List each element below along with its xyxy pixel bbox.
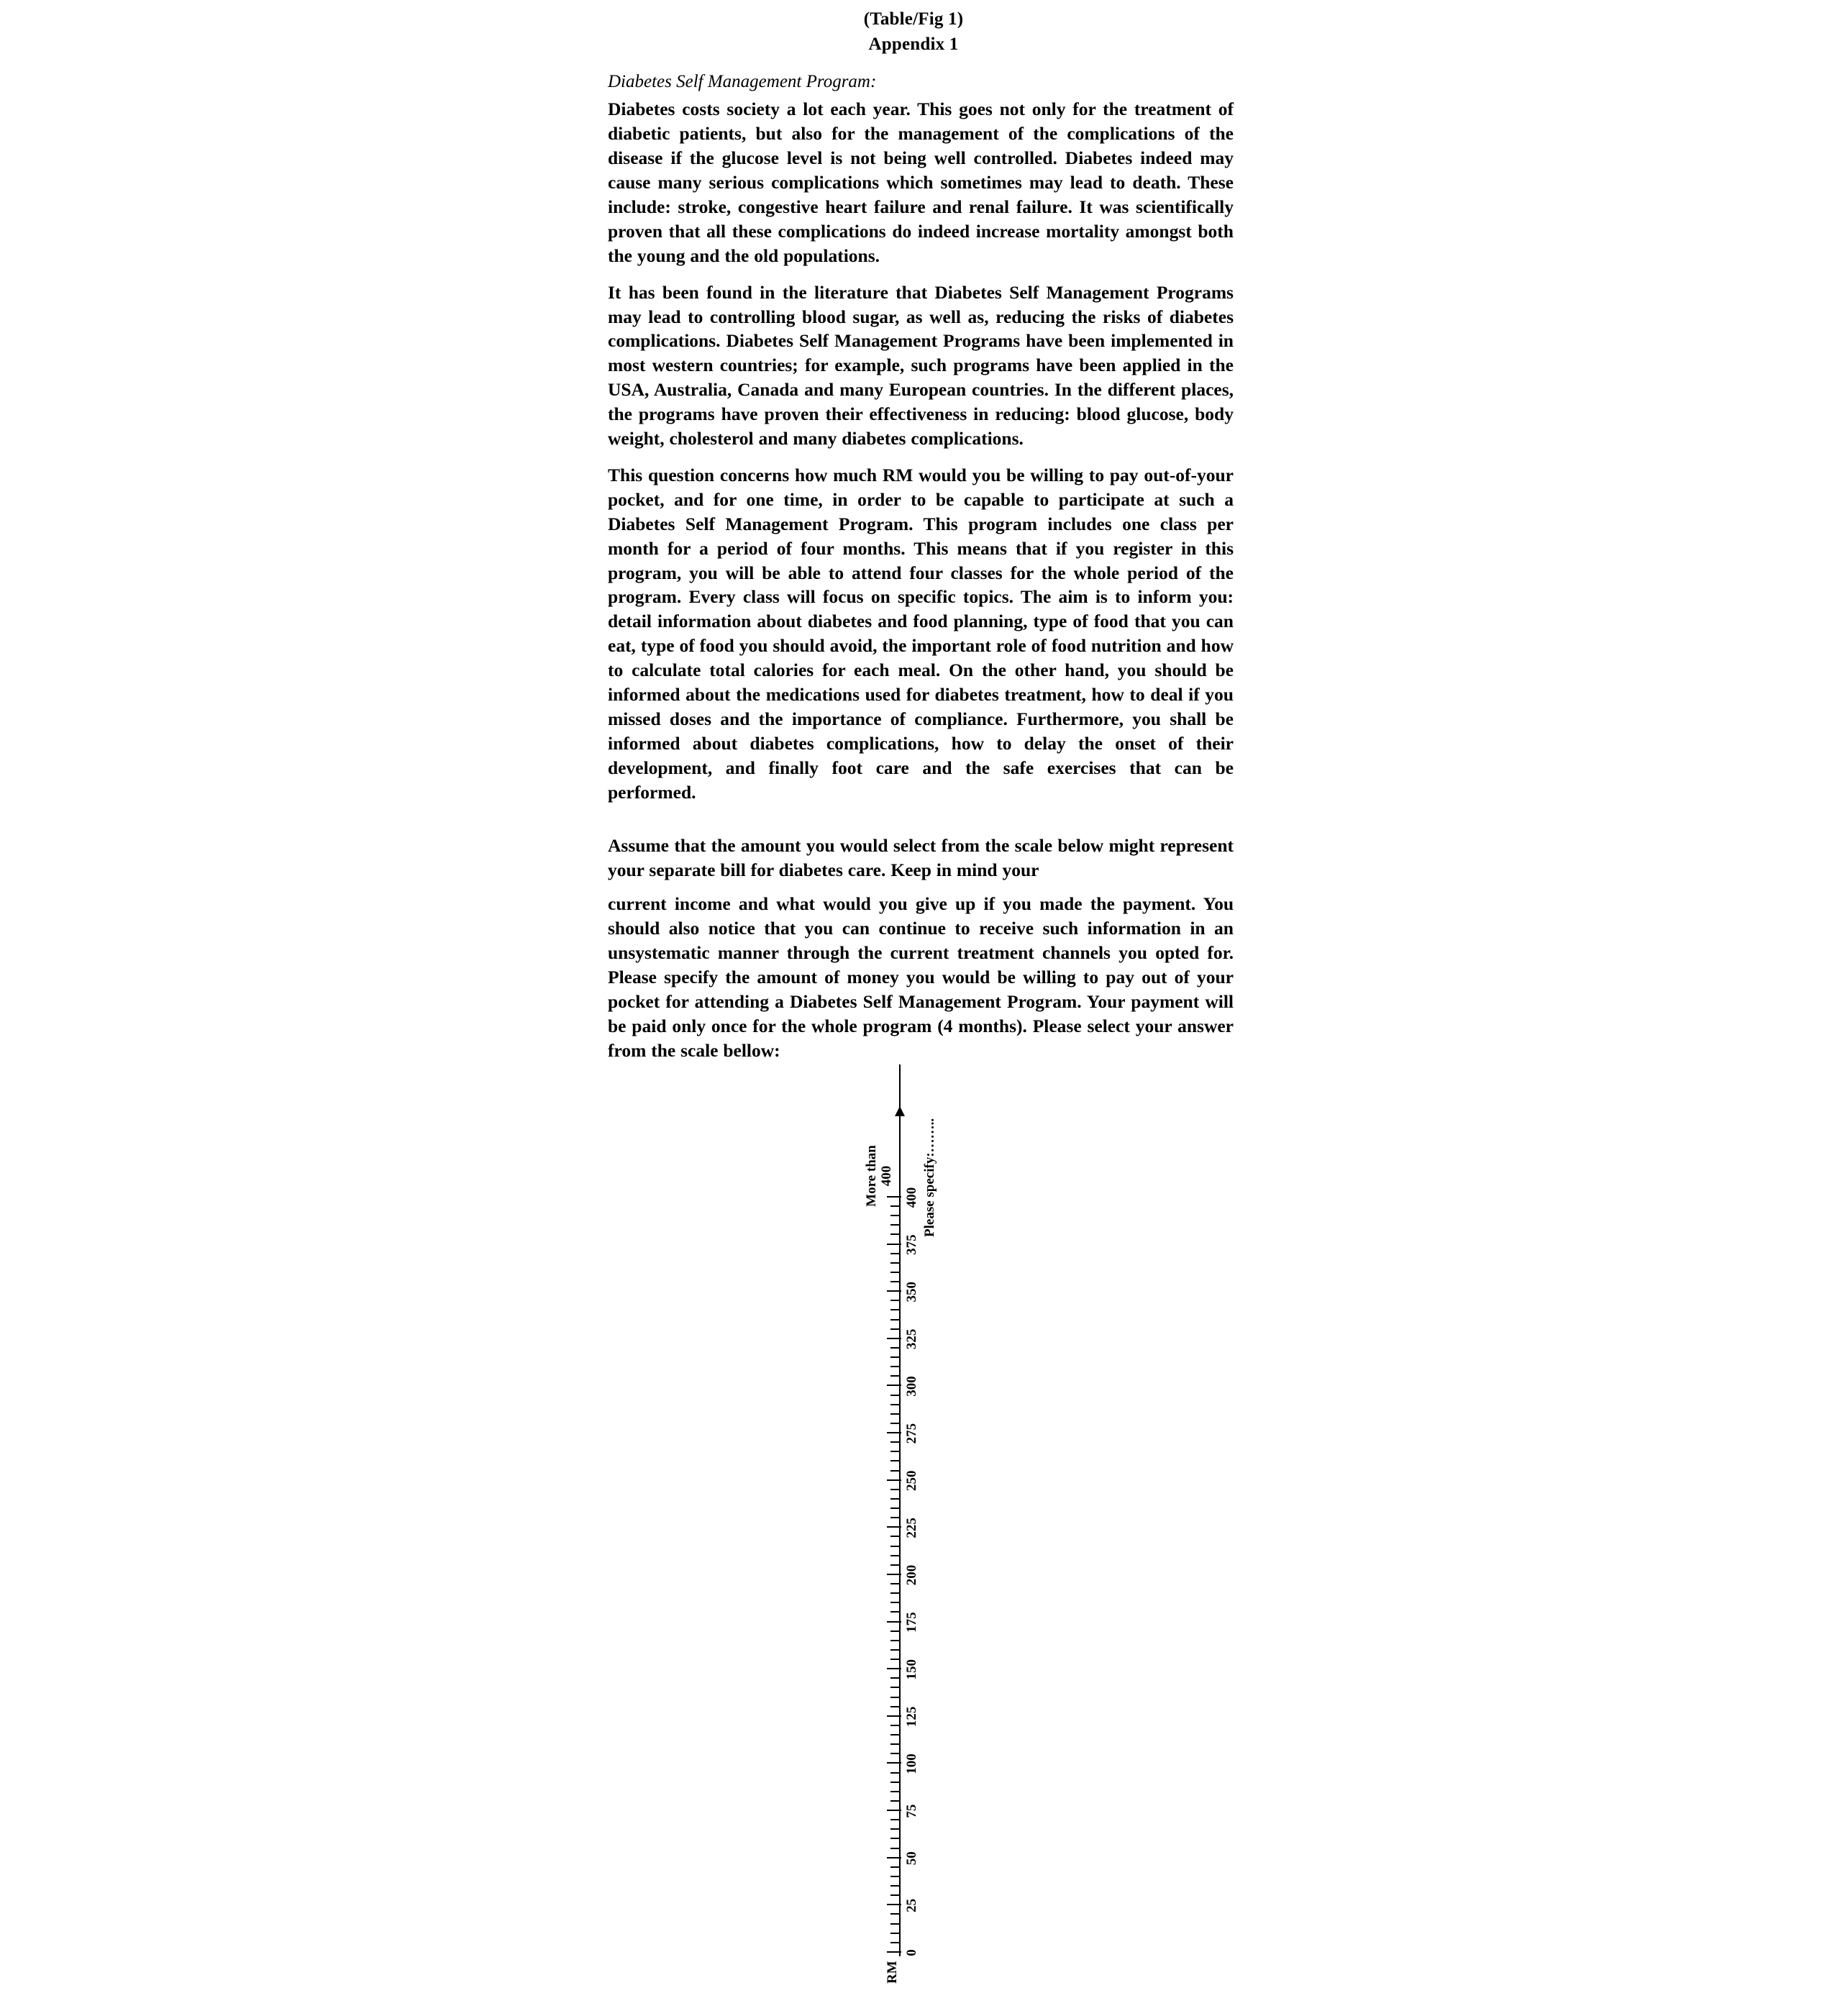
scale-tick-minor — [890, 1517, 900, 1518]
scale-tick-label: 125 — [904, 1706, 919, 1728]
scale-tick-label: 375 — [904, 1234, 919, 1255]
scale-tick-minor — [890, 1894, 900, 1896]
scale-tick-minor — [890, 1630, 900, 1632]
scale-tick-major — [887, 1385, 901, 1387]
scale-tick-major — [887, 1621, 901, 1623]
scale-arrow-line — [899, 1115, 901, 1198]
scale-tick-major — [887, 1668, 901, 1669]
scale-tick-minor — [890, 1224, 900, 1226]
scale-tick-minor — [890, 1461, 900, 1462]
scale-tick-major — [887, 1951, 901, 1953]
scale-tick-label: 100 — [904, 1753, 919, 1774]
scale-more-than-label: More than 400 — [864, 1145, 894, 1207]
scale-tick-minor — [890, 1640, 900, 1641]
scale-tick-minor — [890, 1933, 900, 1934]
scale-tick-minor — [890, 1876, 900, 1877]
scale-tick-minor — [890, 1866, 900, 1868]
scale-unit-label: RM — [885, 1961, 900, 1984]
scale-tick-minor — [890, 1942, 900, 1943]
scale-tick-minor — [890, 1356, 900, 1358]
scale-tick-minor — [890, 1328, 900, 1330]
scale-tick-minor — [890, 1564, 900, 1566]
scale-tick-label: 200 — [904, 1564, 919, 1586]
scale-tick-minor — [890, 1310, 900, 1311]
scale-tick-minor — [890, 1819, 900, 1820]
scale-tick-major — [887, 1338, 901, 1339]
scale-tick-minor — [890, 1602, 900, 1603]
scale-arrow-head — [895, 1106, 905, 1116]
scale-tick-minor — [890, 1375, 900, 1377]
scale-tick-minor — [890, 1281, 900, 1282]
scale-tick-label: 175 — [904, 1612, 919, 1633]
scale-tick-minor — [890, 1404, 900, 1405]
scale-tick-major — [887, 1810, 901, 1811]
scale-tick-label: 0 — [904, 1949, 919, 1956]
scale-tick-label: 325 — [904, 1328, 919, 1350]
scale-tick-minor — [890, 1791, 900, 1792]
scale-rotated-container — [813, 1064, 985, 1984]
scale-tick-minor — [890, 1272, 900, 1273]
scale-tick-major — [887, 1526, 901, 1528]
scale-tick-minor — [890, 1743, 900, 1745]
scale-tick-minor — [890, 1848, 900, 1849]
document-header — [0, 7, 1827, 57]
scale-tick-minor — [890, 1215, 900, 1216]
paragraph-literature: It has been found in the literature that Diabetes Self Management Programs may lead to controlling blood sugar, as well as, reducing the risks of diabetes complications. Diabetes Self Management Programs have been implemented in most western countries; for example, such programs have been applied in the USA, Australia, Canada and many European countries. In the different places, the programs have proven their effectiveness in reducing: blood glucose, body weight, cholesterol and many diabetes complications. — [608, 281, 1234, 450]
scale-tick-minor — [890, 1441, 900, 1443]
scale-tick-minor — [890, 1838, 900, 1840]
scale-tick-minor — [890, 1885, 900, 1887]
scale-tick-major — [887, 1904, 901, 1905]
scale-tick-label: 25 — [904, 1898, 919, 1912]
scale-tick-minor — [890, 1772, 900, 1774]
scale-tick-label: 300 — [904, 1376, 919, 1397]
scale-tick-label: 75 — [904, 1804, 919, 1818]
scale-tick-minor — [890, 1300, 900, 1301]
scale-tick-minor — [890, 1725, 900, 1726]
scale-tick-major — [887, 1244, 901, 1245]
scale-tick-label: 400 — [904, 1187, 919, 1208]
scale-tick-minor — [890, 1583, 900, 1584]
scale-tick-minor — [890, 1423, 900, 1424]
paragraph-intro: Diabetes costs society a lot each year. This goes not only for the treatment of diabetic patients, but also for the management of the complications of the disease if the glucose level is not being well controlled. Diabetes indeed may cause many serious complications which sometimes may lead to death. These include: stroke, congestive heart failure and renal failure. It was scientifically proven that all these complications do indeed increase mortality amongst both the young and the old populations. — [608, 99, 1234, 266]
scale-tick-minor — [890, 1649, 900, 1651]
section-title: Diabetes Self Management Program: — [608, 72, 877, 91]
scale-tick-major — [887, 1479, 901, 1481]
scale-tick-minor — [890, 1498, 900, 1500]
scale-tick-minor — [890, 1734, 900, 1736]
scale-tick-minor — [890, 1413, 900, 1415]
scale-tick-minor — [890, 1800, 900, 1802]
scale-tick-minor — [890, 1677, 900, 1679]
paragraph-instructions: current income and what would you give up if you made the payment. You should also notice that you can continue to receive such information in an unsystematic manner through the current treatment channels you opted for. Please specify the amount of money you would be willing to pay out of your pocket for attending a Diabetes Self Management Program. Your payment will be paid only once for the whole program (4 months). Please select your answer from the scale bellow: — [608, 893, 1234, 1061]
scale-tick-minor — [890, 1347, 900, 1349]
scale-tick-minor — [890, 1753, 900, 1754]
scale-tick-minor — [890, 1470, 900, 1472]
scale-tick-label: 150 — [904, 1659, 919, 1680]
scale-tick-minor — [890, 1536, 900, 1538]
document-body — [608, 70, 1234, 1075]
scale-tick-label: 250 — [904, 1470, 919, 1491]
scale-tick-minor — [890, 1489, 900, 1490]
scale-tick-minor — [890, 1659, 900, 1660]
scale-tick-minor — [890, 1697, 900, 1698]
scale-tick-minor — [890, 1366, 900, 1367]
scale-tick-major — [887, 1857, 901, 1858]
scale-tick-minor — [890, 1782, 900, 1783]
scale-tick-minor — [890, 1687, 900, 1689]
scale-tick-major — [887, 1574, 901, 1575]
scale-tick-major — [887, 1715, 901, 1717]
payment-scale-figure — [813, 1064, 1043, 1999]
scale-tick-minor — [890, 1592, 900, 1594]
scale-tick-major — [887, 1763, 901, 1764]
header-line-appendix: Appendix 1 — [868, 34, 959, 54]
scale-tick-minor — [890, 1262, 900, 1264]
scale-tick-minor — [890, 1923, 900, 1925]
scale-tick-minor — [890, 1828, 900, 1830]
scale-tick-minor — [890, 1451, 900, 1452]
scale-tick-label: 350 — [904, 1282, 919, 1303]
scale-tick-minor — [890, 1914, 900, 1915]
paragraph-assume: Assume that the amount you would select from the scale below might represent your separate bill for diabetes care. Keep in mind your — [608, 834, 1234, 880]
scale-axis-line — [899, 1064, 901, 1956]
scale-tick-minor — [890, 1234, 900, 1236]
scale-tick-label: 275 — [904, 1423, 919, 1444]
scale-tick-minor — [890, 1253, 900, 1254]
scale-tick-minor — [890, 1612, 900, 1613]
scale-tick-major — [887, 1290, 901, 1292]
scale-tick-minor — [890, 1555, 900, 1556]
please-specify-label: Please specify:…….. — [922, 1118, 937, 1237]
scale-tick-label: 225 — [904, 1518, 919, 1538]
header-line-table-fig: (Table/Fig 1) — [863, 9, 964, 29]
scale-tick-minor — [890, 1546, 900, 1547]
scale-tick-minor — [890, 1395, 900, 1396]
scale-tick-label: 50 — [904, 1851, 919, 1866]
scale-tick-minor — [890, 1319, 900, 1321]
paragraph-question: This question concerns how much RM would you be willing to pay out-of-your pocket, and for one time, in order to be capable to participate at such a Diabetes Self Management Program. This program includes one class per month for a period of four months. This means that if you register in this program, you will be able to attend four classes for the whole period of the program. Every class will focus on specific topics. The aim is to inform you: detail information about diabetes and food planning, type of food that you can eat, type of food you should avoid, the important role of food nutrition and how to calculate total calories for each meal. On the other hand, you should be informed about the medications used for diabetes treatment, how to deal if you missed doses and the importance of compliance. Furthermore, you shall be informed about diabetes complications, how to delay the onset of their development, and finally foot care and the safe exercises that can be performed. — [608, 464, 1234, 803]
scale-tick-major — [887, 1432, 901, 1433]
scale-tick-minor — [890, 1706, 900, 1707]
scale-tick-minor — [890, 1508, 900, 1509]
